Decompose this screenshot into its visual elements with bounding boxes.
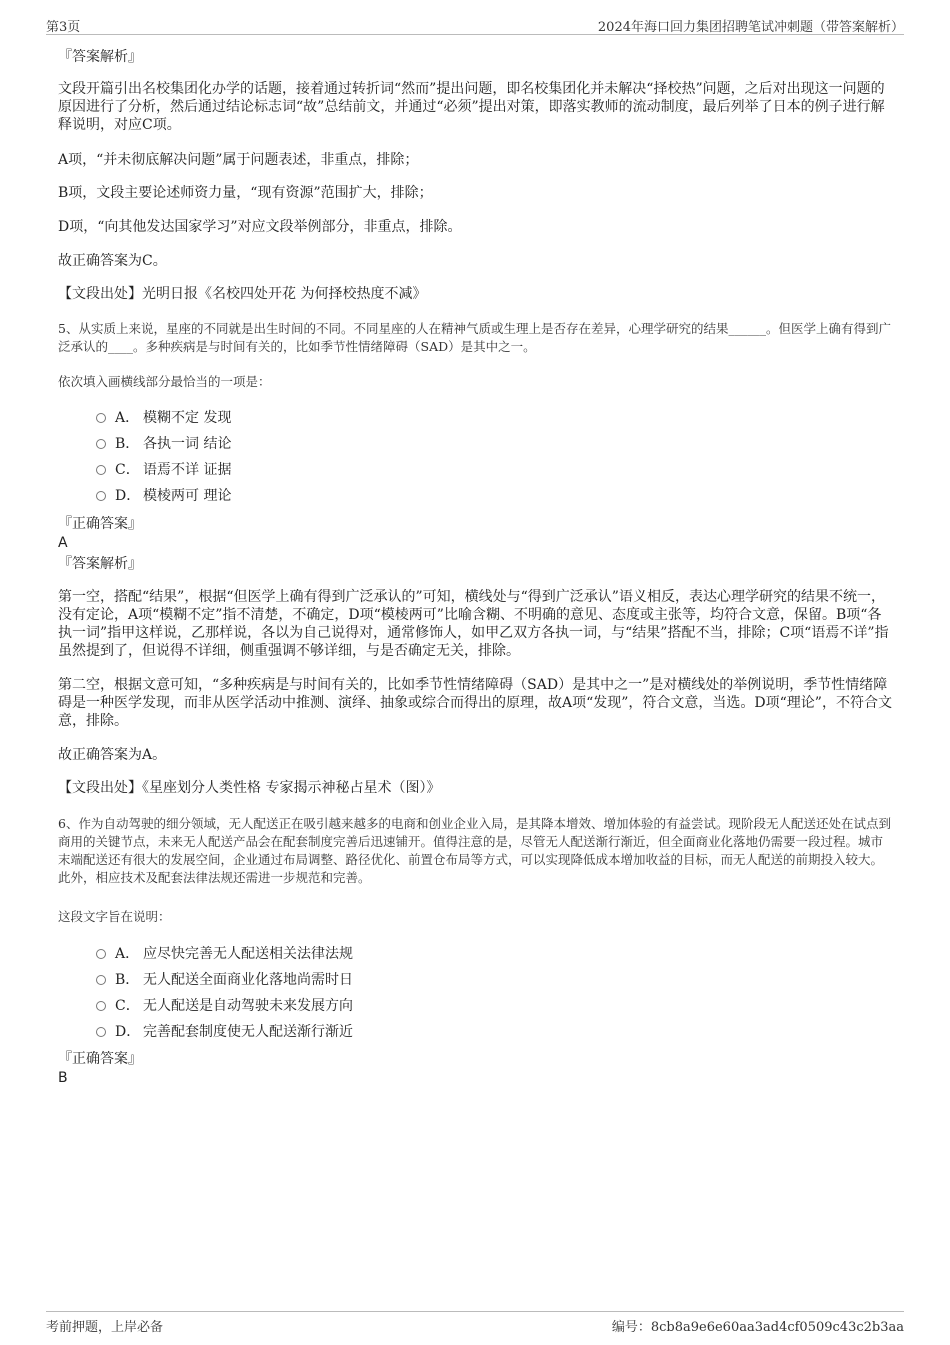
q4-option-d-note: D项，“向其他发达国家学习”对应文段举例部分，非重点，排除。 <box>58 219 462 235</box>
page-number: 第3页 <box>46 20 81 35</box>
q5-analysis-paragraph-2: 第二空，根据文意可知，“多种疾病是与时间有关的，比如季节性情绪障碍（SAD）是其中之一”是对横线处的举例说明，季节性情绪障碍是一种医学发现，而非从医学活动中推测、演绎、抽象或综合而得出的原理，故A项“发现”，符合文意，当选。D项“理论”，不符合文意，排除。 <box>58 677 892 729</box>
q5-correct-answer: A <box>58 535 68 551</box>
document-title: 2024年海口回力集团招聘笔试冲刺题（带答案解析） <box>597 20 904 35</box>
q5-source: 【文段出处】《星座划分人类性格 专家揭示神秘占星术（图）》 <box>58 780 441 796</box>
q5-analysis-paragraph-1: 第一空，搭配“结果”，根据“但医学上确有得到广泛承认的”可知，横线处与“得到广泛承认”语义相反，表达心理学研究的结果不统一，没有定论，A项“模糊不定”指不清楚，不确定，D项“模棱两可”比喻含糊、不明确的意见、态度或主张等，均符合文意，保留。B项“各执一词”指甲这样说，乙那样说，各以为自己说得对，通常修饰人，如甲乙双方各执一词，与“结果”搭配不当，排除；C项“语焉不详”指虽然提到了，但说得不详细，侧重强调不够详细，与是否确定无关，排除。 <box>58 589 889 659</box>
q4-conclusion: 故正确答案为C。 <box>58 253 167 269</box>
radio-icon[interactable] <box>96 491 106 501</box>
footer-slogan: 考前押题，上岸必备 <box>46 1320 164 1335</box>
page-header <box>46 14 904 35</box>
q4-option-a-note: A项，“并未彻底解决问题”属于问题表述，非重点，排除； <box>58 152 419 168</box>
q6-option-d[interactable]: D． 完善配套制度使无人配送渐行渐近 <box>96 1023 353 1041</box>
q4-analysis-heading: 『答案解析』 <box>58 49 142 65</box>
q6-option-b[interactable]: B． 无人配送全面商业化落地尚需时日 <box>96 971 353 989</box>
q4-source: 【文段出处】光明日报《名校四处开花 为何择校热度不减》 <box>58 286 427 302</box>
q5-option-c[interactable]: C． 语焉不详 证据 <box>96 461 231 479</box>
q5-stem: 5、从实质上来说，星座的不同就是出生时间的不同。不同星座的人在精神气质或生理上是否存在差异，心理学研究的结果______。但医学上确有得到广泛承认的____。多种疾病是与时间有关的，比如季节性情绪障碍（SAD）是其中之一。 <box>58 321 891 354</box>
radio-icon[interactable] <box>96 975 106 985</box>
radio-icon[interactable] <box>96 465 106 475</box>
q4-analysis-paragraph: 文段开篇引出名校集团化办学的话题，接着通过转折词“然而”提出问题，即名校集团化并未解决“择校热”问题，之后对出现这一问题的原因进行了分析，然后通过结论标志词“故”总结前文，并通过“必须”提出对策，即落实教师的流动制度，最后列举了日本的例子进行解释说明，对应C项。 <box>58 81 885 133</box>
radio-icon[interactable] <box>96 1001 106 1011</box>
q4-option-b-note: B项，文段主要论述师资力量，“现有资源”范围扩大，排除； <box>58 185 433 201</box>
radio-icon[interactable] <box>96 1027 106 1037</box>
q6-stem: 6、作为自动驾驶的细分领域，无人配送正在吸引越来越多的电商和创业企业入局，是其降本增效、增加体验的有益尝试。现阶段无人配送还处在试点到商用的关键节点，未来无人配送产品会在配套制度完善后迅速铺开。值得注意的是，尽管无人配送渐行渐近，但全面商业化落地仍需要一段过程。城市末端配送还有很大的发展空间，企业通过布局调整、路径优化、前置仓布局等方式，可以实现降低成本增加收益的目标，而无人配送的前期投入较大。此外，相应技术及配套法律法规还需进一步规范和完善。 <box>58 816 891 885</box>
radio-icon[interactable] <box>96 439 106 449</box>
page-footer <box>46 1311 904 1338</box>
radio-icon[interactable] <box>96 413 106 423</box>
q6-option-a[interactable]: A． 应尽快完善无人配送相关法律法规 <box>96 945 353 963</box>
q5-analysis-heading: 『答案解析』 <box>58 556 142 572</box>
q5-prompt: 依次填入画横线部分最恰当的一项是： <box>58 374 271 389</box>
q5-conclusion: 故正确答案为A。 <box>58 747 167 763</box>
document-id: 编号：8cb8a9e6e60aa3ad4cf0509c43c2b3aa <box>611 1320 904 1335</box>
q5-option-d[interactable]: D． 模棱两可 理论 <box>96 487 231 505</box>
q5-option-a[interactable]: A． 模糊不定 发现 <box>96 409 231 427</box>
q5-option-b[interactable]: B． 各执一词 结论 <box>96 435 231 453</box>
q6-correct-heading: 『正确答案』 <box>58 1051 142 1067</box>
radio-icon[interactable] <box>96 949 106 959</box>
q6-correct-answer: B <box>58 1070 68 1086</box>
q5-correct-heading: 『正确答案』 <box>58 516 142 532</box>
q6-prompt: 这段文字旨在说明： <box>58 909 171 924</box>
q6-option-c[interactable]: C． 无人配送是自动驾驶未来发展方向 <box>96 997 353 1015</box>
